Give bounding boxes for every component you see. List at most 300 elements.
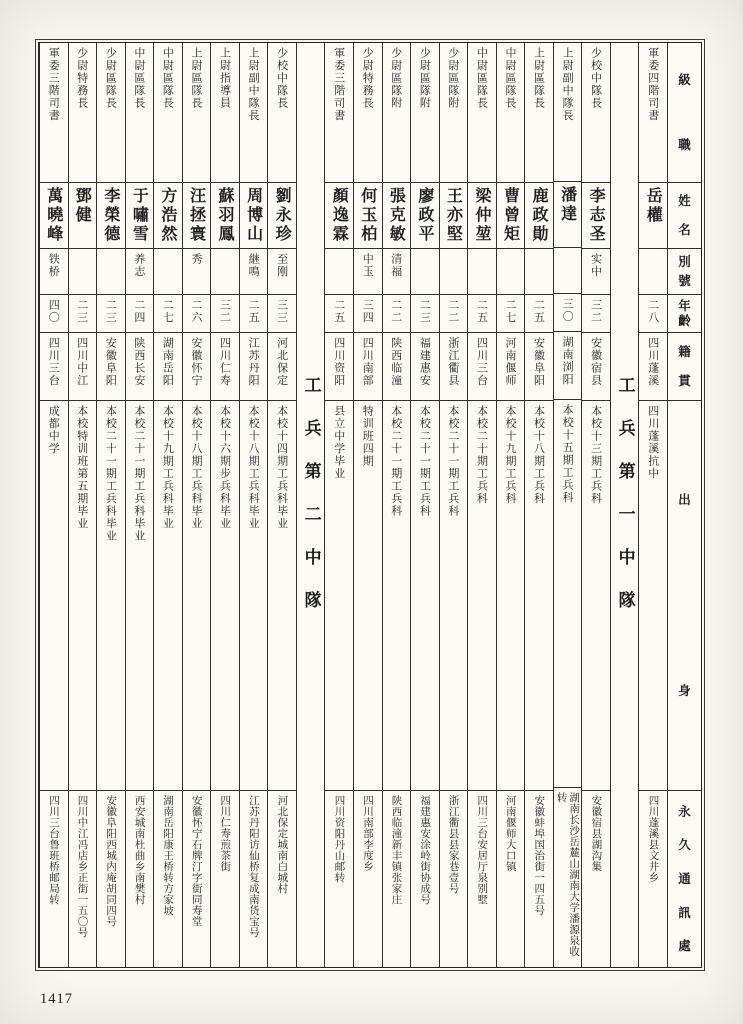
cell-native: [639, 333, 667, 401]
cell-alias-text: 継鳴: [247, 253, 261, 278]
cell-native: [268, 333, 296, 401]
record-column: [182, 43, 211, 967]
section-title: 工兵第一中隊: [614, 376, 635, 634]
cell-name-text: 李志圣: [587, 187, 607, 244]
cell-rank-text: 軍委三階司書: [47, 47, 61, 122]
cell-address: [525, 791, 553, 967]
cell-rank: [154, 43, 182, 183]
cell-age: [440, 295, 468, 333]
cell-native-text: 四川南部: [361, 337, 375, 387]
cell-age-text: 二四: [132, 299, 146, 324]
cell-native-text: 浙江衢县: [446, 337, 460, 387]
cell-rank: [497, 43, 525, 183]
cell-name: [582, 183, 610, 249]
cell-address-text: 安徽怀宁石牌汀字街同寿堂: [190, 795, 203, 927]
cell-address: [183, 791, 211, 967]
cell-rank: [639, 43, 667, 183]
cell-address: [354, 791, 382, 967]
cell-alias: [240, 249, 268, 295]
record-column: [153, 43, 182, 967]
cell-name-text: 鄧健: [73, 187, 93, 225]
cell-alias: [97, 249, 125, 295]
record-column: [39, 43, 68, 967]
cell-native: [440, 333, 468, 401]
cell-education: [411, 401, 439, 791]
cell-age-text: 二三: [104, 299, 118, 324]
cell-name: [440, 183, 468, 249]
cell-name-text: 劉永珍: [273, 187, 293, 244]
cell-alias: [468, 249, 496, 295]
cell-education-text: 本校十五期工兵科: [561, 403, 575, 504]
cell-address-text: 四川南部李度乡: [362, 795, 374, 872]
cell-rank-text: 軍委三階司書: [332, 47, 346, 122]
cell-alias: [211, 249, 239, 295]
cell-name: [40, 183, 68, 249]
cell-age: [468, 295, 496, 333]
record-column: [239, 43, 268, 967]
cell-address-text: 湖南长沙岳麓山湖南大学潘源泉收转: [555, 791, 581, 957]
record-column: [382, 43, 411, 967]
cell-rank: [268, 43, 296, 183]
cell-native-text: 江苏丹阳: [247, 337, 261, 387]
cell-address: [268, 791, 296, 967]
cell-rank-text: 少尉特務長: [75, 47, 89, 110]
cell-address: [468, 791, 496, 967]
cell-age-text: 二五: [475, 299, 489, 324]
cell-age: [268, 295, 296, 333]
cell-address: [440, 791, 468, 967]
cell-address-text: 福建惠安涂岭街协成号: [419, 795, 432, 905]
cell-alias: [325, 249, 353, 295]
record-column: [267, 43, 296, 967]
cell-education: [440, 401, 468, 791]
header-address: 永 久 通 訊 處: [678, 803, 691, 954]
cell-rank: [411, 43, 439, 183]
cell-address: [211, 791, 239, 967]
header-column: [667, 43, 701, 967]
record-column: [553, 43, 582, 967]
roster-table: [38, 42, 702, 968]
cell-education-text: 本校二十一期工兵科: [418, 405, 432, 518]
cell-address-text: 四川资阳丹山邮转: [333, 795, 346, 883]
cell-age-text: 三二: [218, 299, 232, 324]
cell-native-text: 湖南浏阳: [561, 335, 575, 386]
cell-native: [240, 333, 268, 401]
record-column: [125, 43, 154, 967]
cell-address-text: 四川中江冯店乡正街一五〇号: [76, 795, 89, 938]
cell-name-text: 何玉柏: [358, 187, 378, 244]
cell-education-text: 本校十四期工兵科毕业: [275, 405, 289, 530]
cell-name-text: 王亦堅: [444, 187, 464, 244]
cell-native: [497, 333, 525, 401]
cell-address: [411, 791, 439, 967]
cell-native: [525, 333, 553, 401]
cell-native: [411, 333, 439, 401]
cell-alias: [497, 249, 525, 295]
cell-rank-text: 中尉區隊長: [475, 47, 489, 110]
cell-alias: [383, 249, 411, 295]
record-column: [96, 43, 125, 967]
cell-age-text: 二三: [75, 299, 89, 324]
cell-name-text: 張克敏: [387, 187, 407, 244]
record-column: [467, 43, 496, 967]
cell-address-text: 安徽宿县湖沟集: [590, 795, 603, 872]
record-column: [638, 43, 667, 967]
cell-name-text: 梁仲堃: [472, 187, 492, 244]
cell-address: [240, 791, 268, 967]
cell-native-text: 四川中江: [75, 337, 89, 387]
record-column: [324, 43, 353, 967]
cell-age: [240, 295, 268, 333]
cell-rank-text: 上尉區隊長: [189, 47, 203, 110]
cell-education-text: 本校二十一期工兵科毕业: [104, 405, 118, 543]
cell-rank-text: 軍委四階司書: [646, 47, 660, 122]
cell-address-text: 江苏丹阳访仙桥复成南货宝号: [247, 795, 260, 938]
cell-rank: [468, 43, 496, 183]
cell-education-text: 本校十六期步兵科毕业: [218, 405, 232, 530]
cell-alias: [268, 249, 296, 295]
cell-education: [40, 401, 68, 791]
cell-education: [639, 401, 667, 791]
cell-education-text: 本校二十一期工兵科: [389, 405, 403, 518]
cell-rank-text: 上尉指導員: [218, 47, 232, 110]
record-column: [581, 43, 610, 967]
header-native: 籍 貫: [668, 333, 701, 401]
cell-name: [211, 183, 239, 249]
cell-native: [154, 333, 182, 401]
cell-address: [582, 791, 610, 967]
cell-alias-text: 中玉: [361, 253, 375, 278]
cell-native: [468, 333, 496, 401]
cell-age-text: 三三: [275, 299, 289, 324]
cell-age: [183, 295, 211, 333]
cell-rank: [211, 43, 239, 183]
record-column: [496, 43, 525, 967]
record-column: [353, 43, 382, 967]
cell-age: [154, 295, 182, 333]
cell-alias: [639, 249, 667, 295]
cell-address-text: 安徽蚌埠国治街一四五号: [533, 795, 546, 916]
cell-address-text: 河北保定城南白城村: [276, 795, 289, 894]
cell-alias: [354, 249, 382, 295]
cell-name-text: 李榮德: [101, 187, 121, 244]
cell-name: [69, 183, 97, 249]
cell-native: [354, 333, 382, 401]
cell-education: [383, 401, 411, 791]
cell-native-text: 安徽宿县: [589, 337, 603, 387]
header-rank: 級 職: [668, 43, 701, 183]
record-column: [524, 43, 553, 967]
cell-native-text: 四川蓬溪: [646, 337, 660, 387]
cell-age-text: 二二: [389, 299, 403, 324]
cell-alias: [183, 249, 211, 295]
cell-education: [240, 401, 268, 791]
cell-age-text: 三二: [589, 299, 603, 324]
cell-education: [268, 401, 296, 791]
cell-education: [126, 401, 154, 791]
cell-rank-text: 上尉副中隊長: [561, 47, 575, 122]
cell-rank-text: 中尉區隊長: [161, 47, 175, 110]
cell-rank: [40, 43, 68, 183]
cell-rank: [525, 43, 553, 183]
cell-education-text: 四川蓬溪抗中: [646, 405, 660, 480]
cell-native: [126, 333, 154, 401]
cell-name: [497, 183, 525, 249]
cell-age: [383, 295, 411, 333]
cell-alias: [554, 248, 582, 294]
cell-age: [211, 295, 239, 333]
cell-rank: [554, 43, 582, 182]
cell-name-text: 廖政平: [415, 187, 435, 244]
cell-rank: [183, 43, 211, 183]
cell-name-text: 蘇羽鳳: [216, 187, 236, 244]
record-column: [210, 43, 239, 967]
section-header-column: [610, 43, 639, 967]
cell-native-text: 安徽怀宁: [189, 337, 203, 387]
section-header-column: [296, 43, 325, 967]
cell-address-text: 四川蓬溪县文井乡: [647, 795, 660, 883]
cell-education: [525, 401, 553, 791]
cell-name-text: 萬曉峰: [44, 187, 64, 244]
cell-address-text: 四川仁寿煎茶街: [219, 795, 232, 872]
cell-age: [411, 295, 439, 333]
header-education: 出 身: [668, 401, 701, 791]
cell-native: [383, 333, 411, 401]
cell-rank: [325, 43, 353, 183]
cell-address-text: 安徽阜阳西城内庵胡同四号: [105, 795, 118, 927]
cell-name: [468, 183, 496, 249]
cell-name-text: 鹿政勛: [530, 187, 550, 244]
cell-rank-text: 少尉區隊附: [389, 47, 403, 110]
cell-rank-text: 少尉區隊附: [446, 47, 460, 110]
cell-address: [154, 791, 182, 967]
header-alias: 別 號: [668, 249, 701, 295]
cell-name-text: 顏逸霖: [330, 187, 350, 244]
cell-name: [525, 183, 553, 249]
cell-name: [268, 183, 296, 249]
cell-age-text: 二三: [418, 299, 432, 324]
cell-native-text: 福建惠安: [418, 337, 432, 387]
cell-address-text: 陕西临潼新丰镇张家庄: [390, 795, 403, 905]
cell-address-text: 四川三台安居厅泉别墅: [476, 795, 489, 905]
cell-age-text: 二二: [446, 299, 460, 324]
cell-alias: [440, 249, 468, 295]
cell-age-text: 四〇: [47, 299, 61, 324]
cell-age-text: 二七: [161, 299, 175, 324]
cell-age-text: 二六: [189, 299, 203, 324]
cell-name-text: 周博山: [244, 187, 264, 244]
cell-age: [126, 295, 154, 333]
cell-rank-text: 少尉區隊附: [418, 47, 432, 110]
cell-native-text: 四川三台: [475, 337, 489, 387]
cell-native: [582, 333, 610, 401]
cell-native: [40, 333, 68, 401]
cell-name: [354, 183, 382, 249]
cell-education: [554, 400, 582, 788]
cell-name: [240, 183, 268, 249]
cell-age: [525, 295, 553, 333]
cell-rank-text: 少校中隊長: [589, 47, 603, 110]
cell-education: [97, 401, 125, 791]
cell-native-text: 河北保定: [275, 337, 289, 387]
cell-education-text: 本校十八期工兵科毕业: [189, 405, 203, 530]
cell-native-text: 陕西长安: [132, 337, 146, 387]
cell-education-text: 特训班四期: [361, 405, 375, 468]
cell-age: [497, 295, 525, 333]
cell-name: [639, 183, 667, 249]
section-title: 工兵第二中隊: [300, 376, 321, 634]
cell-native: [325, 333, 353, 401]
cell-age-text: 二五: [332, 299, 346, 324]
cell-native-text: 安徽阜阳: [532, 337, 546, 387]
cell-alias-text: 秀: [189, 253, 203, 266]
cell-native: [69, 333, 97, 401]
cell-education: [468, 401, 496, 791]
header-name: 姓 名: [668, 183, 701, 249]
cell-native: [97, 333, 125, 401]
cell-education-text: 本校特训班第五期毕业: [75, 405, 89, 530]
cell-name-text: 曹曾矩: [501, 187, 521, 244]
cell-alias: [411, 249, 439, 295]
cell-native: [554, 332, 582, 400]
cell-age-text: 三四: [361, 299, 375, 324]
cell-name: [411, 183, 439, 249]
cell-name: [325, 183, 353, 249]
cell-education-text: 本校二十一期工兵科: [446, 405, 460, 518]
record-column: [439, 43, 468, 967]
cell-education: [69, 401, 97, 791]
cell-age: [554, 294, 582, 332]
cell-rank: [354, 43, 382, 183]
cell-age: [325, 295, 353, 333]
cell-rank-text: 中尉區隊長: [132, 47, 146, 110]
cell-native-text: 河南偃师: [503, 337, 517, 387]
cell-address: [554, 788, 582, 967]
cell-rank-text: 少校中隊長: [275, 47, 289, 110]
cell-address: [69, 791, 97, 967]
cell-alias: [525, 249, 553, 295]
cell-rank: [440, 43, 468, 183]
cell-education-text: 县立中学毕业: [332, 405, 346, 480]
cell-alias: [126, 249, 154, 295]
cell-education: [582, 401, 610, 791]
cell-native-text: 四川资阳: [332, 337, 346, 387]
cell-native: [183, 333, 211, 401]
cell-education-text: 本校十八期工兵科毕业: [247, 405, 261, 530]
cell-education-text: 本校十三期工兵科: [589, 405, 603, 505]
cell-rank-text: 少尉特務長: [361, 47, 375, 110]
cell-rank: [69, 43, 97, 183]
cell-native-text: 安徽阜阳: [104, 337, 118, 387]
cell-education: [497, 401, 525, 791]
cell-rank: [383, 43, 411, 183]
cell-age-text: 二五: [247, 299, 261, 324]
cell-age: [69, 295, 97, 333]
cell-education: [211, 401, 239, 791]
cell-age-text: 二七: [503, 299, 517, 324]
cell-name: [554, 182, 582, 248]
cell-name: [154, 183, 182, 249]
cell-rank-text: 中尉區隊長: [503, 47, 517, 110]
cell-address: [40, 791, 68, 967]
cell-name: [383, 183, 411, 249]
cell-name-text: 岳權: [644, 187, 664, 225]
cell-age: [97, 295, 125, 333]
cell-name-text: 方浩然: [158, 187, 178, 244]
cell-age-text: 二五: [532, 299, 546, 324]
cell-age: [639, 295, 667, 333]
cell-name-text: 潘達: [558, 186, 578, 225]
cell-education-text: 本校二十一期工兵科毕业: [132, 405, 146, 543]
cell-age: [354, 295, 382, 333]
header-age: 年 齡: [668, 295, 701, 333]
cell-native: [211, 333, 239, 401]
cell-native-text: 四川三台: [47, 337, 61, 387]
cell-address-text: 河南偃师大口镇: [504, 795, 517, 872]
cell-age: [40, 295, 68, 333]
cell-education: [154, 401, 182, 791]
cell-alias-text: 清福: [389, 253, 403, 278]
cell-name: [97, 183, 125, 249]
cell-rank: [126, 43, 154, 183]
cell-education-text: 本校二十期工兵科: [475, 405, 489, 505]
cell-education-text: 本校十九期工兵科毕业: [161, 405, 175, 530]
cell-rank: [97, 43, 125, 183]
cell-address-text: 浙江衢县县家巷壹号: [447, 795, 460, 894]
cell-rank: [582, 43, 610, 183]
cell-address-text: 四川三台鲁班桥邮局转: [47, 795, 60, 905]
cell-alias: [40, 249, 68, 295]
cell-address: [383, 791, 411, 967]
cell-alias: [69, 249, 97, 295]
cell-address-text: 西安城南杜曲乡南樊村: [133, 795, 146, 905]
cell-name: [126, 183, 154, 249]
cell-education: [183, 401, 211, 791]
cell-alias: [154, 249, 182, 295]
cell-education-text: 本校十九期工兵科: [503, 405, 517, 505]
cell-alias-text: 至刚: [275, 253, 289, 278]
cell-name-text: 汪拯寰: [187, 187, 207, 244]
cell-education-text: 成都中学: [47, 405, 61, 455]
cell-native-text: 湖南岳阳: [161, 337, 175, 387]
cell-address: [497, 791, 525, 967]
cell-alias-text: 铁桥: [47, 253, 61, 278]
cell-age-text: 三〇: [561, 297, 575, 323]
record-column: [68, 43, 97, 967]
cell-rank-text: 上尉副中隊長: [247, 47, 261, 122]
cell-rank-text: 少尉區隊長: [104, 47, 118, 110]
cell-education: [325, 401, 353, 791]
cell-age: [582, 295, 610, 333]
cell-address: [325, 791, 353, 967]
cell-alias: [582, 249, 610, 295]
cell-rank: [240, 43, 268, 183]
cell-address: [97, 791, 125, 967]
cell-age-text: 二八: [646, 299, 660, 324]
cell-education-text: 本校十八期工兵科: [532, 405, 546, 505]
cell-name-text: 于嘯雪: [130, 187, 150, 244]
record-column: [410, 43, 439, 967]
cell-address-text: 湖南岳阳康王桥转方家坡: [162, 795, 175, 916]
cell-education: [354, 401, 382, 791]
page-number: 1417: [40, 991, 73, 1007]
cell-native-text: 四川仁寿: [218, 337, 232, 387]
cell-alias-text: 养志: [132, 253, 146, 278]
cell-address: [639, 791, 667, 967]
cell-native-text: 陕西临潼: [389, 337, 403, 387]
cell-rank-text: 上尉區隊長: [532, 47, 546, 110]
cell-name: [183, 183, 211, 249]
